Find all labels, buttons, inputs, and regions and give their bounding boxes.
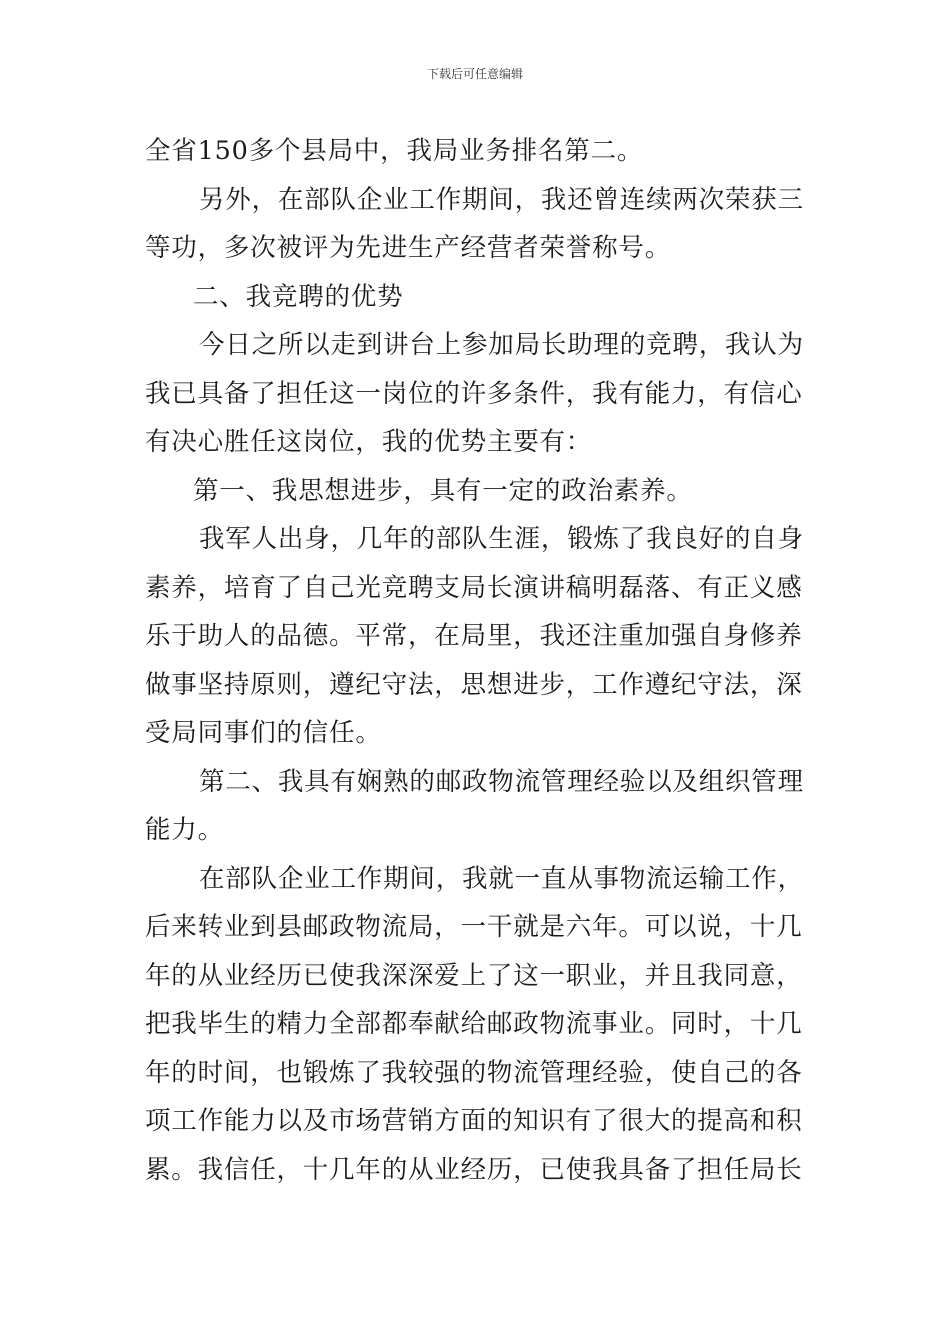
text-line: 年的时间，也锻炼了我较强的物流管理经验，使自己的各 [145, 1057, 803, 1088]
text-line: 年的从业经历已使我深深爱上了这一职业，并且我同意， [145, 960, 803, 991]
text-line: 我军人出身，几年的部队生涯，锻炼了我良好的自身 [199, 524, 804, 554]
text-line: 把我毕生的精力全部都奉献给邮政物流事业。同时，十几 [145, 1009, 803, 1039]
text-line: 第二、我具有娴熟的邮政物流管理经验以及组织管理 [199, 766, 804, 797]
text-line: 受局同事们的信任。 [145, 718, 382, 748]
text-line: 另外，在部队企业工作期间，我还曾连续两次荣获三 [199, 184, 804, 215]
text-line: 项工作能力以及市场营销方面的知识有了很大的提高和积 [145, 1106, 803, 1136]
text-line: 素养，培育了自己光竞聘支局长演讲稿明磊落、有正义感 [145, 572, 803, 603]
text-line: 在部队企业工作期间，我就一直从事物流运输工作， [199, 863, 804, 894]
text-line: 全省150多个县局中，我局业务排名第二。 [145, 136, 644, 166]
text-line: 后来转业到县邮政物流局，一干就是六年。可以说，十几 [145, 912, 803, 942]
section-heading: 二、我竞聘的优势 [193, 281, 404, 312]
text-line: 能力。 [145, 815, 224, 845]
document-body [145, 127, 810, 1194]
text-line: 我已具备了担任这一岗位的许多条件，我有能力，有信心 [145, 378, 803, 409]
text-line: 第一、我思想进步，具有一定的政治素养。 [193, 475, 693, 506]
text-line: 乐于助人的品德。平常，在局里，我还注重加强自身修养 [145, 621, 803, 651]
text-line: 有决心胜任这岗位，我的优势主要有： [145, 427, 593, 457]
text-line: 等功，多次被评为先进生产经营者荣誉称号。 [145, 233, 672, 263]
text-line: 今日之所以走到讲台上参加局长助理的竞聘，我认为 [199, 330, 804, 360]
text-line: 累。我信任，十几年的从业经历，已使我具备了担任局长 [145, 1154, 803, 1185]
text-line: 做事坚持原则，遵纪守法，思想进步，工作遵纪守法，深 [145, 669, 803, 700]
page-header: 下载后可任意编辑 [426, 67, 523, 81]
